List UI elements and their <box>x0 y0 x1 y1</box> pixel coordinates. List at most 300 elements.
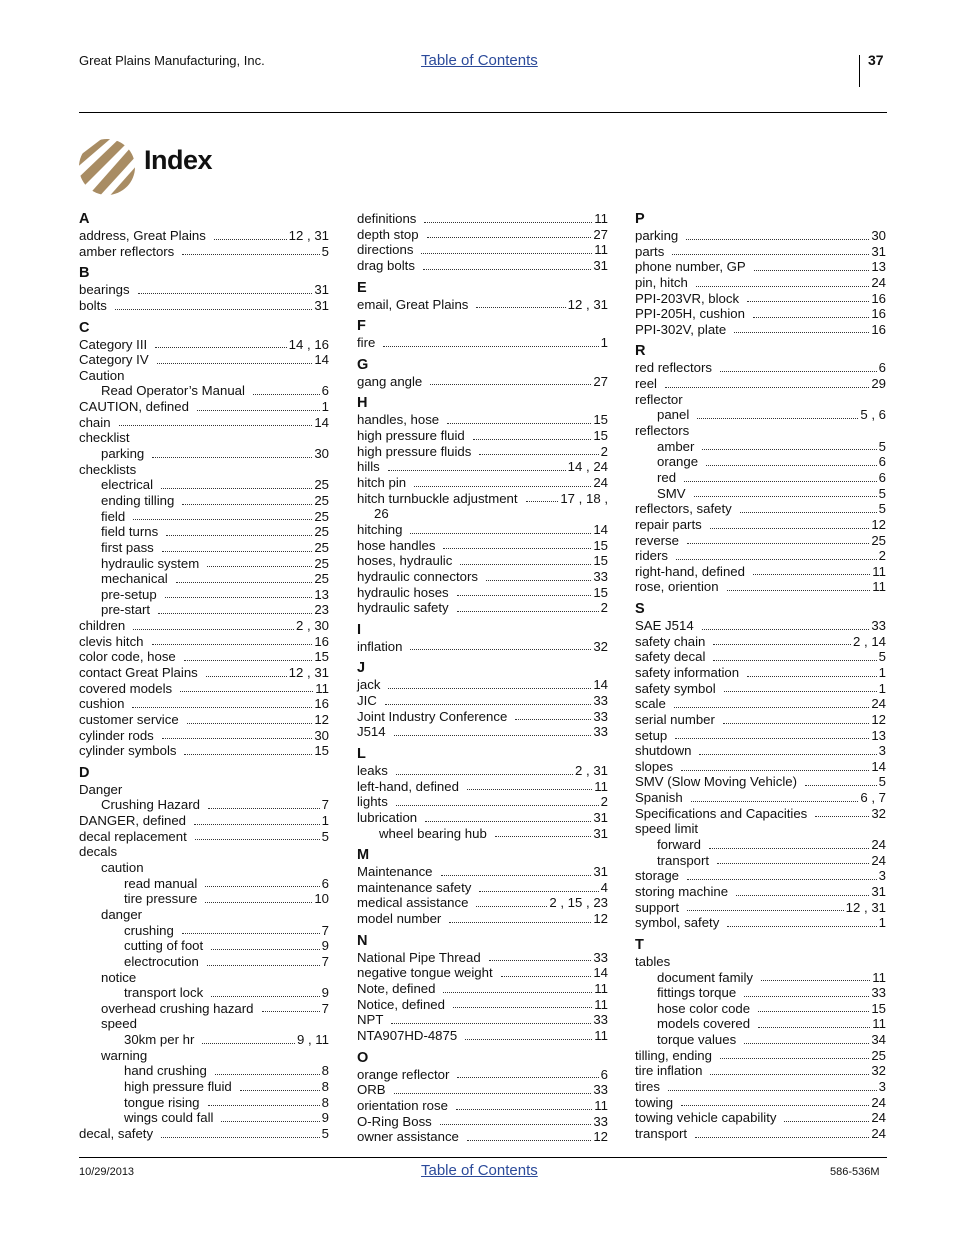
index-page-ref[interactable]: 33 <box>593 949 608 965</box>
index-page-ref[interactable]: 2 , 15 , 23 <box>549 895 608 911</box>
dot-leader <box>457 595 592 596</box>
index-entry <box>357 1129 608 1145</box>
index-term: color code, hose <box>79 649 176 665</box>
index-page-ref[interactable]: 25 <box>314 571 329 587</box>
index-page-ref[interactable]: 9 <box>321 985 329 1001</box>
header-toc-link[interactable]: Table of Contents <box>421 52 538 69</box>
index-page-ref[interactable]: 15 <box>593 412 608 428</box>
page-title: Index <box>144 145 213 175</box>
index-page-ref[interactable]: 2 <box>600 794 608 810</box>
index-page-ref[interactable]: 24 <box>871 696 886 712</box>
index-entry <box>79 587 329 603</box>
index-page-ref[interactable]: 8 <box>321 1063 329 1079</box>
index-page-ref[interactable]: 25 <box>871 532 886 548</box>
index-page-ref[interactable]: 33 <box>593 708 608 724</box>
index-letter-heading: A <box>79 211 90 227</box>
header-rule <box>79 112 887 113</box>
index-entry <box>79 602 329 618</box>
index-term: high pressure fluid <box>357 428 465 444</box>
index-page-ref[interactable]: 1 <box>878 915 886 931</box>
index-entry <box>635 564 886 580</box>
index-entry <box>79 1063 329 1079</box>
index-page-ref[interactable]: 14 <box>314 352 329 368</box>
index-page-ref[interactable]: 3 <box>878 868 886 884</box>
index-page-ref[interactable]: 30 <box>314 727 329 743</box>
index-term: inflation <box>357 638 403 654</box>
index-term: cylinder rods <box>79 727 154 743</box>
dot-leader <box>486 580 591 581</box>
index-page-ref[interactable]: 31 <box>593 825 608 841</box>
index-term: ORB <box>357 1082 386 1098</box>
index-page-ref[interactable]: 11 <box>594 242 608 258</box>
dot-leader <box>720 1058 869 1059</box>
dot-leader <box>694 496 877 497</box>
index-term: PPI-203VR, block <box>635 290 740 306</box>
index-page-ref[interactable]: 12 , 31 <box>288 665 329 680</box>
index-term: phone number, GP <box>635 259 746 275</box>
dot-leader <box>176 582 313 583</box>
index-entry <box>357 553 608 569</box>
index-page-ref[interactable]: 11 <box>872 1016 886 1032</box>
index-page-ref[interactable]: 2 , 14 <box>853 633 886 649</box>
dot-leader <box>710 1074 869 1075</box>
index-entry <box>79 1095 329 1111</box>
index-page-ref[interactable]: 9 , 11 <box>296 1032 329 1048</box>
index-page-ref[interactable]: 13 <box>871 727 886 743</box>
dot-leader <box>194 824 320 825</box>
index-entry <box>635 1032 886 1048</box>
index-entry <box>357 242 608 258</box>
index-term: crushing <box>124 922 174 938</box>
index-page-ref[interactable]: 2 , 30 <box>296 618 329 634</box>
page-number: 37 <box>868 52 884 68</box>
index-term: tire pressure <box>124 891 198 907</box>
index-term: reverse <box>635 532 679 548</box>
index-entry <box>635 985 886 1001</box>
index-page-ref[interactable]: 32 <box>871 805 886 821</box>
index-page-ref[interactable]: 6 <box>878 454 886 470</box>
index-page-ref[interactable]: 5 <box>878 774 886 790</box>
index-entry <box>79 399 329 415</box>
index-page-ref[interactable]: 11 <box>872 969 886 985</box>
index-page-ref[interactable]: 11 <box>872 579 886 595</box>
index-page-ref[interactable]: 31 <box>871 243 886 259</box>
index-page-ref[interactable]: 16 <box>871 321 886 337</box>
index-entry <box>635 579 886 595</box>
index-term: cylinder symbols <box>79 743 177 759</box>
index-page-ref[interactable]: 6 <box>321 875 329 891</box>
index-term: Category IV <box>79 352 149 368</box>
index-page-ref[interactable]: 33 <box>593 693 608 709</box>
index-page-ref[interactable]: 24 <box>593 475 608 491</box>
index-page-ref[interactable]: 6 <box>878 360 886 376</box>
index-page-ref[interactable]: 15 <box>314 743 329 759</box>
footer-toc-link[interactable]: Table of Contents <box>421 1162 538 1179</box>
dot-leader <box>440 1124 592 1125</box>
index-page-ref[interactable]: 3 <box>878 743 886 759</box>
index-term: Spanish <box>635 790 683 806</box>
index-page-ref[interactable]: 5 <box>878 485 886 501</box>
index-page-ref[interactable]: 25 <box>314 508 329 524</box>
dot-leader <box>207 566 312 567</box>
index-page-ref[interactable]: 34 <box>871 1032 886 1048</box>
index-entry <box>79 571 329 587</box>
index-page-ref[interactable]: 12 <box>314 711 329 727</box>
index-entry <box>635 759 886 775</box>
index-letter-heading: F <box>357 318 366 335</box>
index-page-ref[interactable]: 33 <box>871 985 886 1001</box>
index-term: definitions <box>357 210 417 226</box>
dot-leader <box>394 1093 592 1094</box>
index-entry <box>635 501 886 517</box>
index-page-ref[interactable]: 9 <box>321 1110 329 1126</box>
index-page-ref[interactable]: 12 , 31 <box>288 227 329 243</box>
index-page-ref[interactable]: 11 <box>315 680 329 696</box>
index-page-ref[interactable]: 11 <box>594 1097 608 1113</box>
index-page-ref[interactable]: 12 , 31 <box>567 296 608 312</box>
index-entry <box>79 1001 329 1017</box>
index-page-ref[interactable]: 27 <box>593 226 608 242</box>
index-term: SAE J514 <box>635 618 694 634</box>
index-page-ref[interactable]: 11 <box>594 1027 608 1043</box>
dot-leader <box>672 254 869 255</box>
index-page-ref[interactable]: 6 <box>321 383 329 399</box>
index-page-ref[interactable]: 5 <box>321 243 329 259</box>
index-page-ref[interactable]: 16 <box>871 290 886 306</box>
index-term: pin, hitch <box>635 274 688 290</box>
index-page-ref[interactable]: 8 <box>321 1094 329 1110</box>
index-page-ref[interactable]: 15 <box>593 584 608 600</box>
index-page-ref[interactable]: 31 <box>871 883 886 899</box>
dot-leader <box>115 309 312 310</box>
index-page-ref[interactable]: 14 <box>871 758 886 774</box>
index-page-ref[interactable]: 33 <box>593 1082 608 1098</box>
index-entry <box>357 522 608 538</box>
index-entry <box>357 1067 608 1083</box>
index-page-ref[interactable]: 2 <box>878 548 886 564</box>
index-page-ref[interactable]: 1 <box>600 335 608 351</box>
index-page-ref[interactable]: 32 <box>593 638 608 654</box>
index-page-ref[interactable]: 32 <box>871 1063 886 1079</box>
index-term: orientation rose <box>357 1097 448 1113</box>
index-term: symbol, safety <box>635 915 720 931</box>
index-page-ref[interactable]: 12 <box>593 911 608 927</box>
dot-leader <box>713 644 851 645</box>
index-page-ref[interactable]: 11 <box>594 210 608 226</box>
index-page-ref[interactable]: 13 <box>314 586 329 602</box>
index-term: children <box>79 618 126 634</box>
index-page-ref[interactable]: 33 <box>593 1012 608 1028</box>
index-page-ref[interactable]: 2 <box>600 443 608 459</box>
dot-leader <box>706 465 877 466</box>
index-page-ref[interactable]: 5 , 6 <box>860 407 886 423</box>
index-page-ref[interactable]: 25 <box>314 539 329 555</box>
index-term: red <box>657 469 677 485</box>
index-term: storage <box>635 868 679 884</box>
index-page-ref[interactable]: 12 <box>593 1129 608 1145</box>
index-page-ref[interactable]: 24 <box>871 852 886 868</box>
dot-leader <box>676 559 877 560</box>
index-term: DANGER, defined <box>79 813 187 829</box>
index-entry <box>635 1110 886 1126</box>
dot-leader <box>686 239 869 240</box>
index-entry <box>357 374 608 390</box>
dot-leader <box>489 960 592 961</box>
index-page-ref[interactable]: 16 <box>314 696 329 712</box>
index-page-ref[interactable]: 31 <box>593 864 608 880</box>
index-page-ref[interactable]: 25 <box>314 524 329 540</box>
index-page-ref[interactable]: 30 <box>871 227 886 243</box>
index-term: tire inflation <box>635 1063 703 1079</box>
dot-leader <box>734 332 869 333</box>
index-page-ref[interactable]: 25 <box>314 555 329 571</box>
index-term: drag bolts <box>357 257 415 273</box>
index-entry <box>357 475 608 491</box>
index-page-ref[interactable]: 25 <box>871 1047 886 1063</box>
index-page-ref[interactable]: 15 <box>314 649 329 665</box>
dot-leader <box>675 738 869 739</box>
dot-leader <box>262 1011 320 1012</box>
index-term: forward <box>657 837 701 853</box>
index-page-ref[interactable]: 11 <box>872 563 886 579</box>
dot-leader <box>736 895 869 896</box>
dot-leader <box>184 660 313 661</box>
index-entry <box>79 1032 329 1048</box>
dot-leader <box>717 863 869 864</box>
dot-leader <box>152 644 313 645</box>
index-page-ref[interactable]: 14 <box>593 677 608 693</box>
index-term: amber <box>657 438 695 454</box>
index-term: tires <box>635 1079 660 1095</box>
index-page-ref[interactable]: 17 , 18 , <box>560 490 608 506</box>
dot-leader <box>744 1043 869 1044</box>
index-entry <box>635 407 886 423</box>
index-page-ref[interactable]: 12 <box>871 516 886 532</box>
dot-leader <box>805 785 877 786</box>
dot-leader <box>747 676 877 677</box>
index-page-ref[interactable]: 14 <box>314 414 329 430</box>
index-page-ref[interactable]: 4 <box>600 879 608 895</box>
dot-leader <box>157 363 313 364</box>
index-page-ref[interactable]: 14 , 24 <box>567 459 608 475</box>
index-term: high pressure fluid <box>124 1079 232 1095</box>
index-term: Maintenance <box>357 864 433 880</box>
dot-leader <box>753 317 869 318</box>
index-entry <box>357 491 608 507</box>
index-page-ref[interactable]: 15 <box>593 537 608 553</box>
index-page-ref[interactable]: 14 , 16 <box>288 336 329 352</box>
index-term: wings could fall <box>124 1110 214 1126</box>
index-subheading: speed <box>101 1016 137 1032</box>
index-term: left-hand, defined <box>357 778 459 794</box>
dot-leader <box>119 425 313 426</box>
index-term: CAUTION, defined <box>79 399 189 415</box>
dot-leader <box>687 910 844 911</box>
index-page-ref[interactable]: 5 <box>878 501 886 517</box>
index-page-ref[interactable]: 11 <box>594 981 608 997</box>
index-page-ref[interactable]: 25 <box>314 492 329 508</box>
index-page-ref[interactable]: 5 <box>321 1125 329 1141</box>
index-page-ref[interactable]: 14 <box>593 965 608 981</box>
index-page-ref[interactable]: 6 , 7 <box>860 790 886 806</box>
index-term: hydraulic connectors <box>357 568 478 584</box>
index-entry <box>357 779 608 795</box>
index-page-ref[interactable]: 33 <box>593 1113 608 1129</box>
index-page-ref[interactable]: 24 <box>871 1094 886 1110</box>
index-page-ref[interactable]: 1 <box>321 813 329 829</box>
index-page-ref[interactable]: 33 <box>593 724 608 740</box>
dot-leader <box>460 564 591 565</box>
index-letter-heading: D <box>79 764 90 781</box>
dot-leader <box>383 346 598 347</box>
index-page-ref[interactable]: 5 <box>878 649 886 665</box>
index-entry <box>635 376 886 392</box>
index-entry <box>79 954 329 970</box>
index-term: model number <box>357 911 442 927</box>
index-page-ref[interactable]: 10 <box>314 891 329 907</box>
index-letter-heading: N <box>357 932 368 949</box>
index-entry <box>635 868 886 884</box>
index-page-ref[interactable]: 16 <box>314 633 329 649</box>
dot-leader <box>727 926 876 927</box>
index-term: hydraulic system <box>101 555 200 571</box>
index-page-ref[interactable]: 29 <box>871 376 886 392</box>
index-term: hose handles <box>357 537 436 553</box>
dot-leader <box>221 1121 319 1122</box>
index-page-ref[interactable]: 7 <box>321 953 329 969</box>
index-page-ref[interactable]: 14 <box>593 521 608 537</box>
index-term: orange reflector <box>357 1066 450 1082</box>
index-page-ref[interactable]: 30 <box>314 446 329 462</box>
index-page-ref[interactable]: 15 <box>593 428 608 444</box>
index-page-ref[interactable]: 7 <box>321 797 329 813</box>
index-term: red reflectors <box>635 360 712 376</box>
index-page-ref[interactable]: 25 <box>314 477 329 493</box>
index-entry <box>79 509 329 525</box>
index-letter-heading: I <box>357 621 362 638</box>
index-term: serial number <box>635 711 715 727</box>
index-term: hoses, hydraulic <box>357 553 453 569</box>
index-letter-heading: G <box>357 356 369 373</box>
index-page-ref[interactable]: 6 <box>600 1066 608 1082</box>
index-page-ref[interactable]: 31 <box>593 809 608 825</box>
index-page-ref[interactable]: 24 <box>871 1110 886 1126</box>
dot-leader <box>476 906 547 907</box>
index-column-1 <box>79 211 329 1142</box>
index-page-ref[interactable]: 3 <box>878 1079 886 1095</box>
index-page-ref[interactable]: 2 , 31 <box>575 763 608 778</box>
index-subheading: Danger <box>79 781 123 797</box>
index-entry <box>357 211 608 227</box>
index-term: transport <box>635 1125 688 1141</box>
dot-leader <box>453 1007 592 1008</box>
index-page-ref[interactable]: 1 <box>878 665 886 680</box>
index-entry <box>357 1114 608 1130</box>
index-term: decal replacement <box>79 828 187 844</box>
index-entry <box>79 681 329 697</box>
dot-leader <box>424 222 592 223</box>
index-term: Note, defined <box>357 981 436 997</box>
index-page-ref[interactable]: 24 <box>871 274 886 290</box>
index-term: depth stop <box>357 226 419 242</box>
index-term: read manual <box>124 875 198 891</box>
index-page-ref[interactable]: 11 <box>594 778 608 794</box>
dot-leader <box>208 1105 320 1106</box>
index-term: gang angle <box>357 373 423 389</box>
index-page-ref[interactable]: 16 <box>871 306 886 322</box>
index-entry <box>79 618 329 634</box>
index-page-ref[interactable]: 15 <box>871 1000 886 1016</box>
index-page-ref[interactable]: 24 <box>871 837 886 853</box>
index-page-ref[interactable]: 1 <box>878 680 886 696</box>
index-page-ref[interactable]: 31 <box>314 282 329 298</box>
index-page-ref[interactable]: 33 <box>871 618 886 634</box>
index-term: right-hand, defined <box>635 563 745 579</box>
index-entry <box>635 884 886 900</box>
index-column-3 <box>635 211 886 1142</box>
index-entry <box>635 1063 886 1079</box>
index-page-ref[interactable]: 7 <box>321 922 329 938</box>
index-term: high pressure fluids <box>357 443 472 459</box>
index-term: Notice, defined <box>357 996 445 1012</box>
dot-leader <box>747 301 869 302</box>
index-page-ref[interactable]: 31 <box>593 257 608 273</box>
index-page-ref[interactable]: 13 <box>871 259 886 275</box>
index-letter-heading: H <box>357 395 368 412</box>
index-term: torque values <box>657 1032 737 1048</box>
dot-leader <box>467 789 592 790</box>
index-page-ref[interactable]: 15 <box>593 553 608 569</box>
dot-leader <box>158 613 312 614</box>
index-page-ref[interactable]: 5 <box>878 438 886 454</box>
index-entry <box>635 1048 886 1064</box>
index-subheading: tables <box>635 953 671 969</box>
index-page-ref[interactable]: 7 <box>321 1000 329 1016</box>
index-term: transport lock <box>124 985 204 1001</box>
index-letter-heading: B <box>79 265 90 282</box>
index-page-ref[interactable]: 24 <box>871 1125 886 1141</box>
index-page-ref[interactable]: 23 <box>314 602 329 618</box>
index-page-ref[interactable]: 33 <box>593 568 608 584</box>
index-term: safety chain <box>635 633 706 649</box>
dot-leader <box>702 629 870 630</box>
index-page-ref[interactable]: 31 <box>314 297 329 313</box>
index-page-ref[interactable]: 5 <box>321 828 329 844</box>
index-entry <box>635 1016 886 1032</box>
index-page-ref[interactable]: 11 <box>594 996 608 1012</box>
index-page-ref[interactable]: 9 <box>321 938 329 954</box>
index-entry <box>79 798 329 814</box>
index-page-ref[interactable]: 8 <box>321 1079 329 1095</box>
index-term: customer service <box>79 711 179 727</box>
index-page-ref[interactable]: 1 <box>321 399 329 415</box>
dot-leader <box>815 816 869 817</box>
dot-leader <box>430 384 591 385</box>
index-page-ref[interactable]: 12 <box>871 711 886 727</box>
index-page-ref[interactable]: 27 <box>593 373 608 389</box>
index-page-ref[interactable]: 2 <box>600 600 608 616</box>
dot-leader <box>138 293 313 294</box>
dot-leader <box>182 933 320 934</box>
index-column-2 <box>357 211 608 1145</box>
index-term: electrical <box>101 477 154 493</box>
index-page-ref[interactable]: 6 <box>878 469 886 485</box>
index-term: fittings torque <box>657 985 737 1001</box>
dot-leader <box>495 836 592 837</box>
dot-leader <box>665 387 869 388</box>
index-term: covered models <box>79 680 173 696</box>
index-page-ref[interactable]: 12 , 31 <box>845 899 886 915</box>
